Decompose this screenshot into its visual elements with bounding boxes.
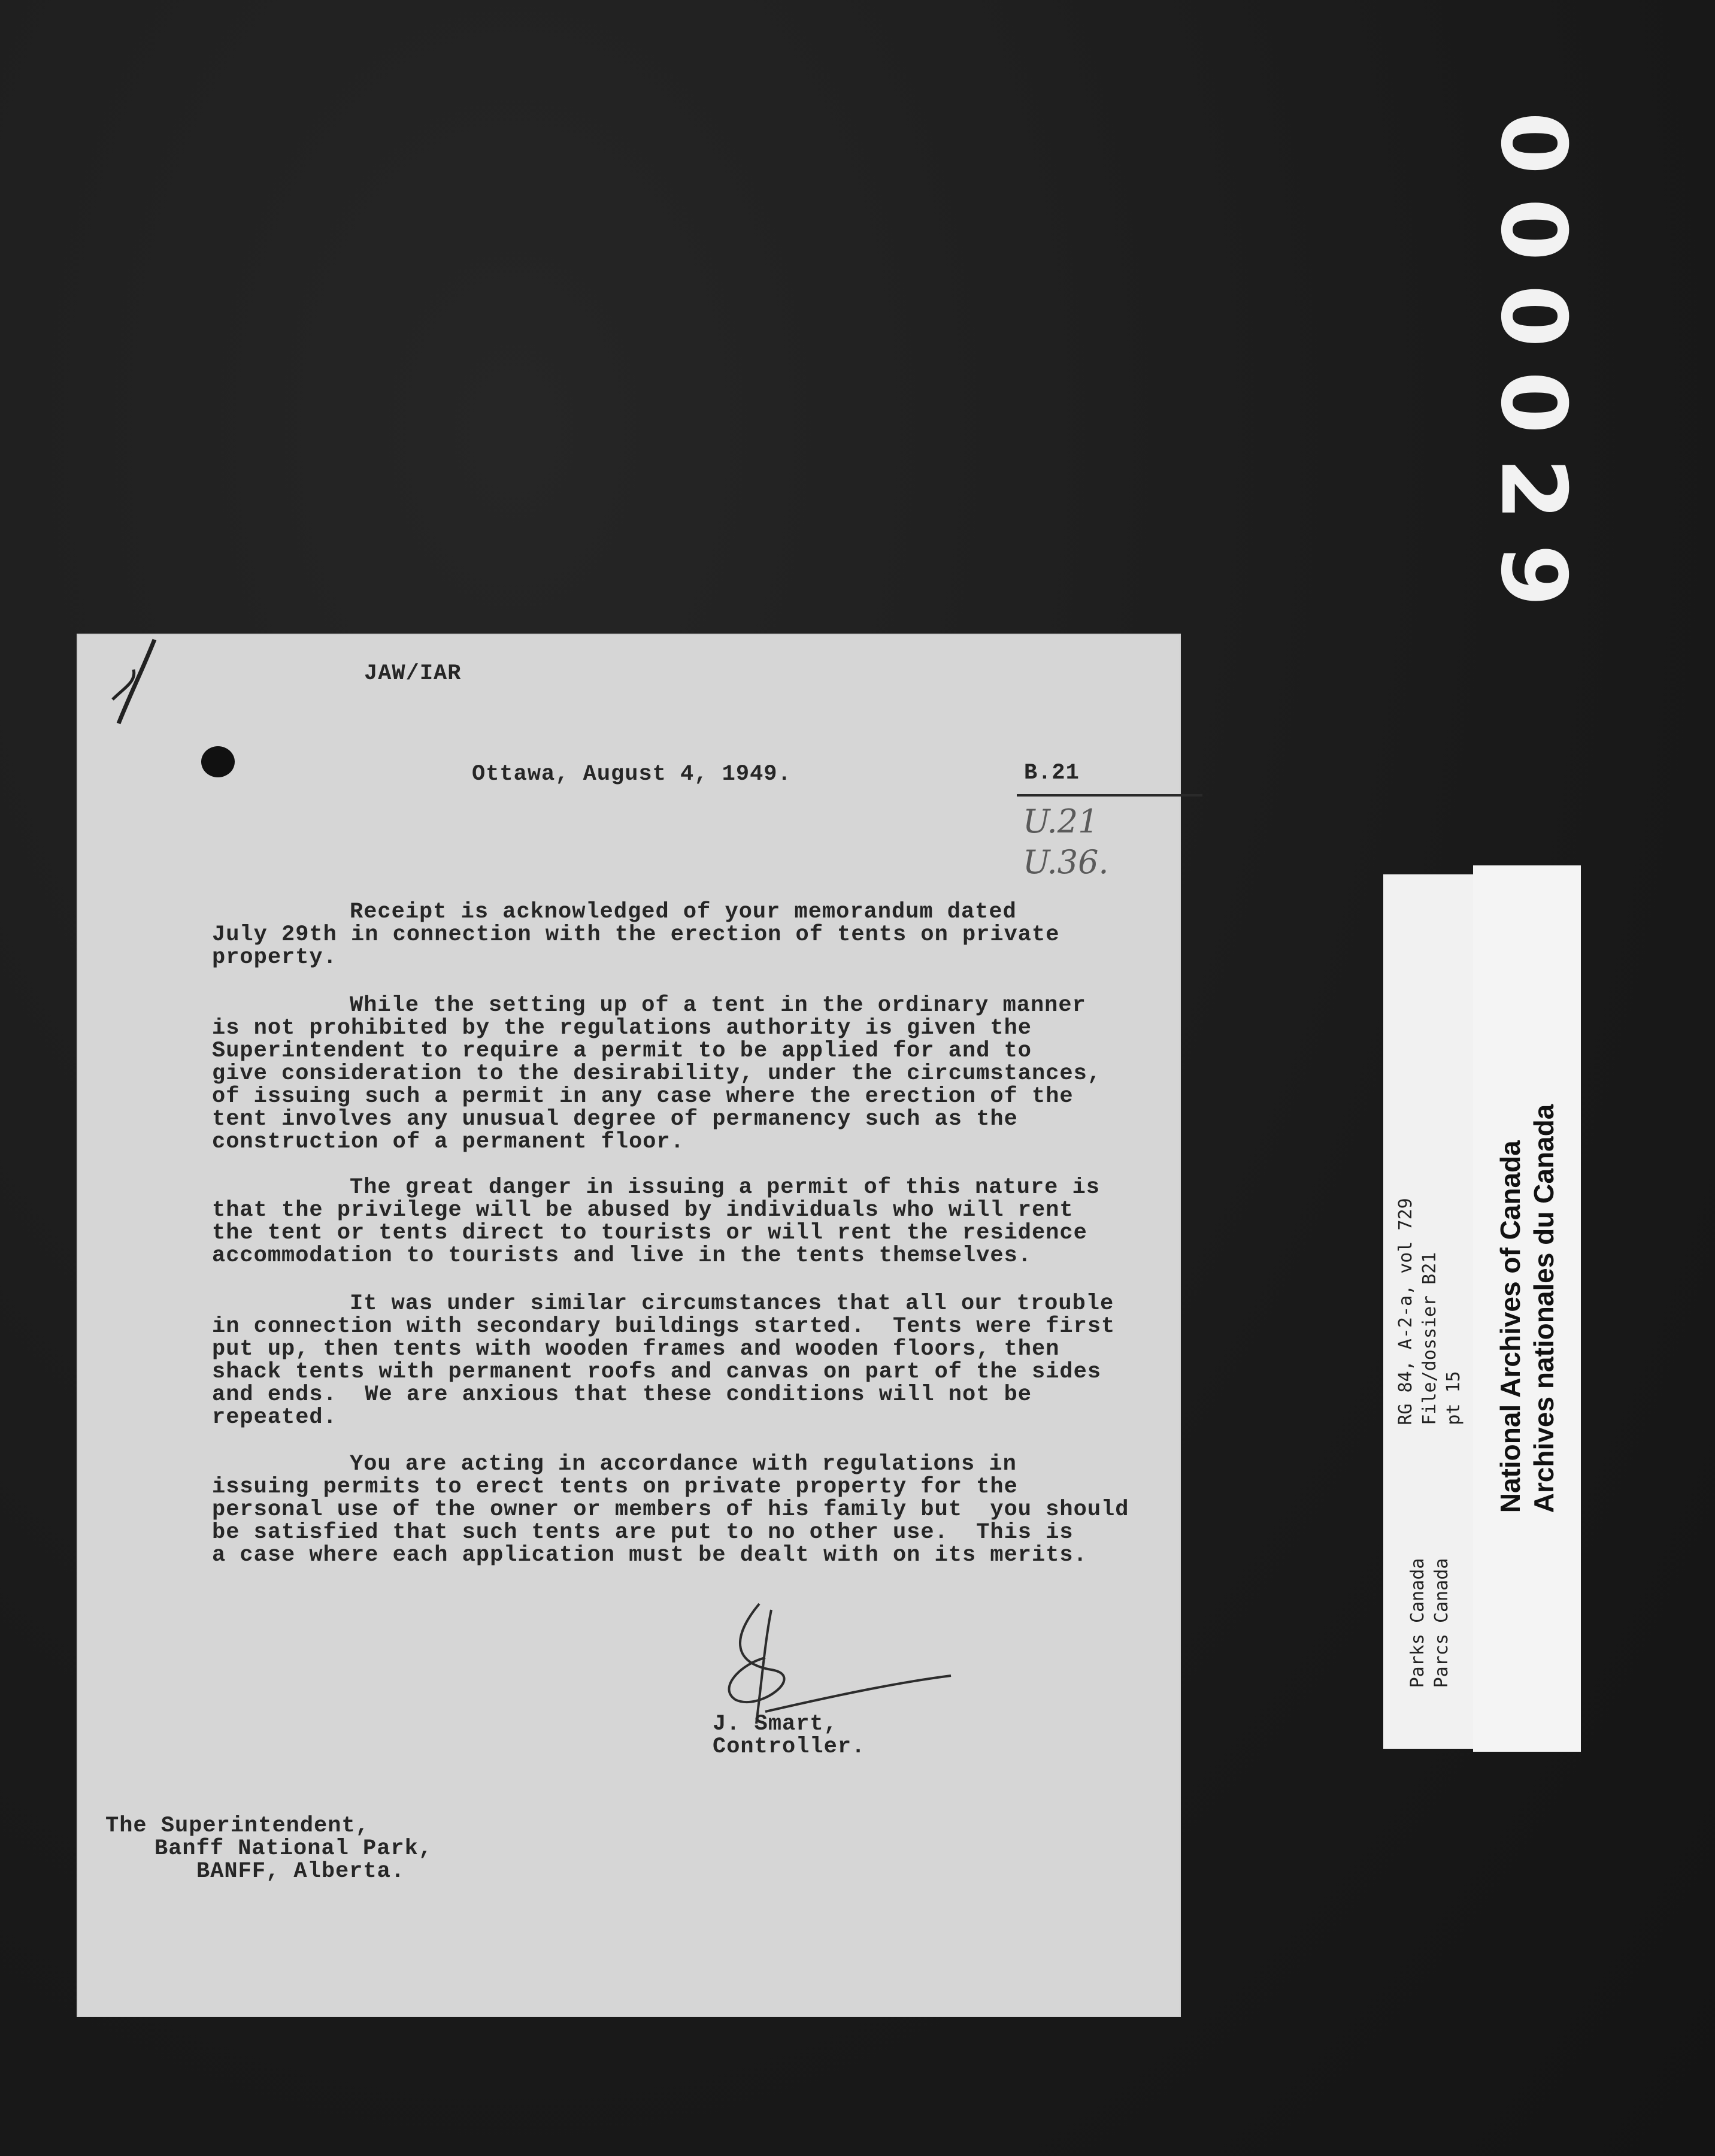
letter-page (77, 634, 1181, 2017)
body-line: Receipt is acknowledged of your memorandum dated (350, 900, 1017, 925)
archive-reference-line: File/dossier B21 (1419, 1252, 1440, 1425)
body-line: shack tents with permanent roofs and canvas on part of the sides (212, 1359, 1102, 1385)
body-line: personal use of the owner or members of his family but you should (212, 1497, 1129, 1522)
body-line: be satisfied that such tents are put to no other use. This is (212, 1520, 1074, 1545)
agency-label (1383, 1497, 1477, 1749)
file-code: B.21 (1024, 761, 1080, 786)
body-line: property. (212, 945, 337, 970)
margin-pen-mark (77, 634, 196, 765)
signatory-name: J. Smart, (713, 1712, 838, 1737)
body-line: The great danger in issuing a permit of this nature is (350, 1175, 1100, 1200)
address-line: BANFF, Alberta. (196, 1859, 405, 1884)
body-line: a case where each application must be dealt with on its merits. (212, 1543, 1087, 1568)
reference-initials: JAW/IAR (364, 661, 462, 686)
body-line: and ends. We are anxious that these conditions will not be (212, 1382, 1032, 1407)
handwritten-code-2: U.36. (1023, 843, 1109, 881)
body-line: Superintendent to require a permit to be applied for and to (212, 1038, 1032, 1064)
body-line: issuing permits to erect tents on private property for the (212, 1474, 1018, 1500)
body-line: You are acting in accordance with regulations in (350, 1452, 1017, 1477)
agency-line: Parks Canada (1407, 1558, 1428, 1688)
frame-number-text: 000029 (1481, 111, 1585, 631)
body-line: that the privilege will be abused by individuals who will rent (212, 1198, 1074, 1223)
archive-reference-line: pt 15 (1443, 1371, 1464, 1425)
body-line: in connection with secondary buildings started. Tents were first (212, 1314, 1116, 1339)
institution-line: Archives nationales du Canada (1528, 1104, 1559, 1513)
body-line: tent involves any unusual degree of permanency such as the (212, 1107, 1018, 1132)
body-line: the tent or tents direct to tourists or will rent the residence (212, 1221, 1087, 1246)
ink-blot (201, 746, 235, 777)
signatory-title: Controller. (713, 1734, 866, 1760)
body-line: July 29th in connection with the erection of tents on private (212, 922, 1060, 947)
body-line: of issuing such a permit in any case where the erection of the (212, 1084, 1074, 1109)
body-line: repeated. (212, 1405, 337, 1430)
institution-line: National Archives of Canada (1495, 1140, 1526, 1513)
address-line: The Superintendent, (105, 1813, 369, 1839)
institution-label (1473, 865, 1581, 1752)
body-line: put up, then tents with wooden frames and wooden floors, then (212, 1337, 1060, 1362)
agency-line: Parcs Canada (1431, 1558, 1452, 1688)
body-line: give consideration to the desirability, under the circumstances, (212, 1061, 1102, 1086)
body-line: It was under similar circumstances that all our trouble (350, 1291, 1114, 1316)
archive-reference-line: RG 84, A-2-a, vol 729 (1395, 1198, 1416, 1425)
handwritten-code-1: U.21 (1023, 803, 1099, 840)
place-date: Ottawa, August 4, 1949. (472, 762, 792, 787)
body-line: accommodation to tourists and live in the tents themselves. (212, 1243, 1032, 1268)
frame-number (1461, 72, 1605, 671)
body-line: While the setting up of a tent in the ordinary manner (350, 993, 1086, 1018)
file-code-rule (1017, 794, 1202, 797)
address-line: Banff National Park, (154, 1836, 433, 1861)
body-line: construction of a permanent floor. (212, 1130, 684, 1155)
body-line: is not prohibited by the regulations authority is given the (212, 1016, 1032, 1041)
